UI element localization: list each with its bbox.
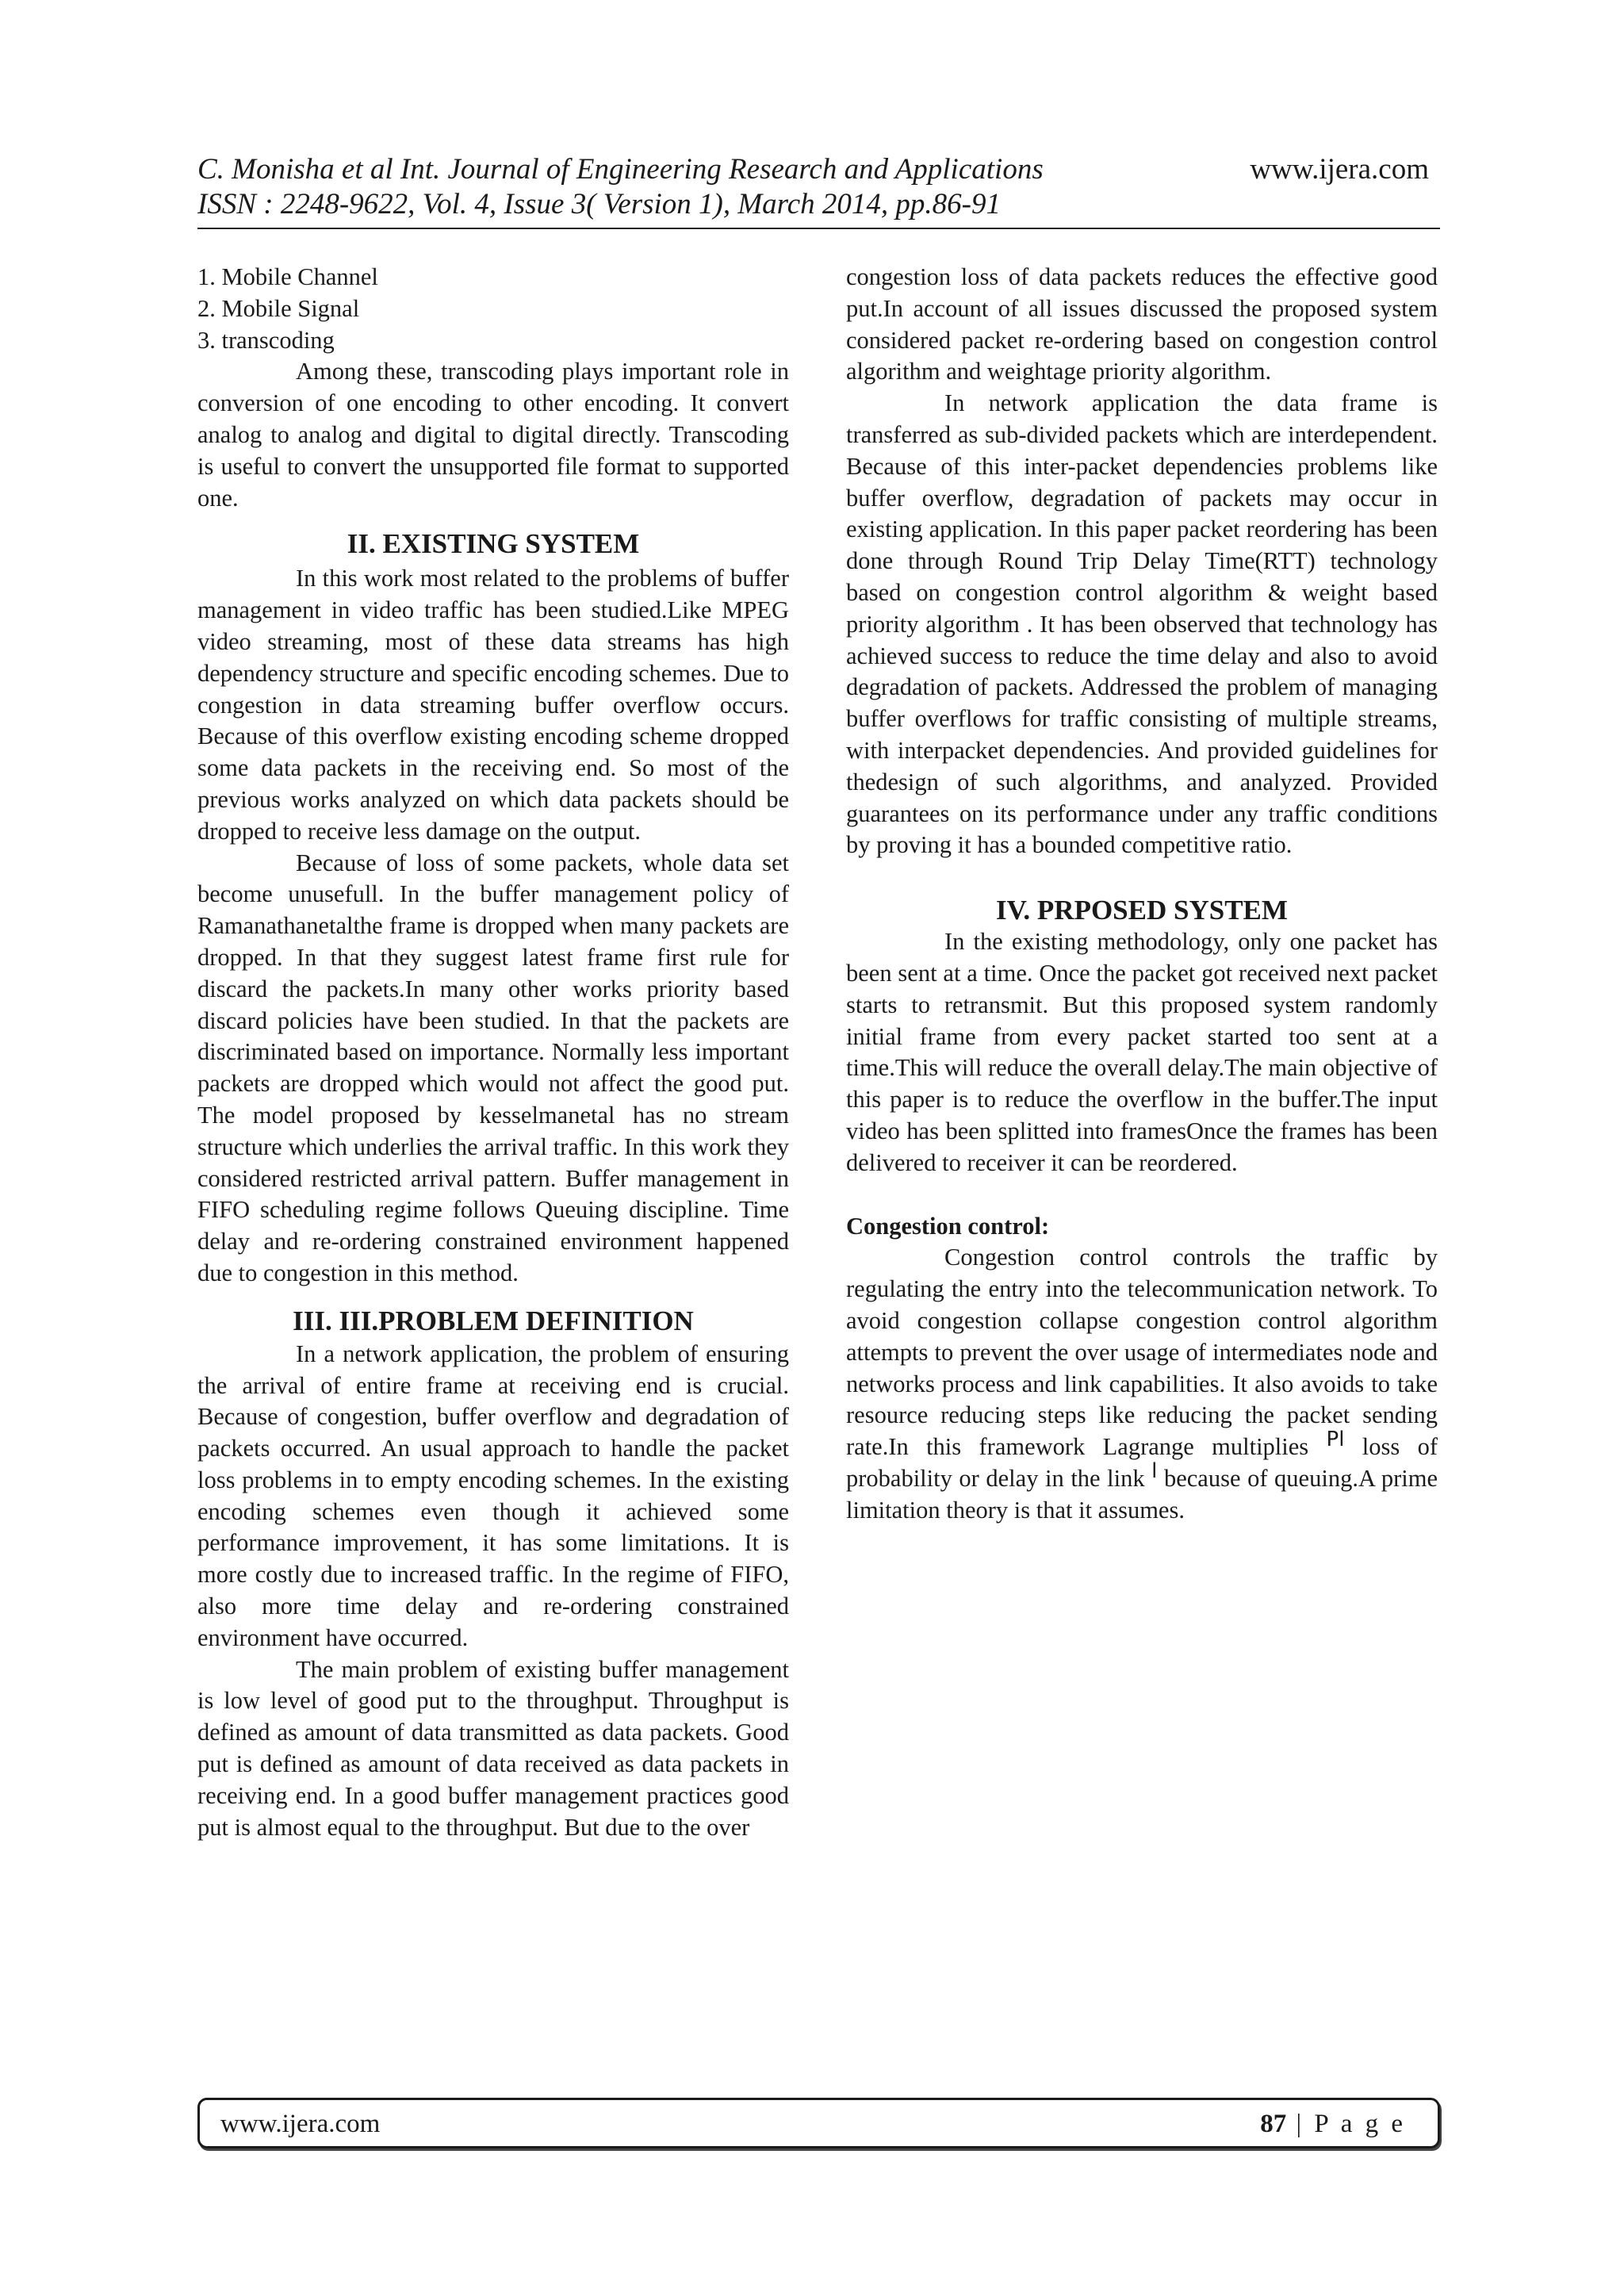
heading-existing-system: II. EXISTING SYSTEM [347,528,640,560]
heading-congestion-control: Congestion control: [846,1212,1050,1240]
footer-url: www.ijera.com [220,2110,381,2138]
symbol-l: l [1151,1458,1158,1483]
page-number [1260,2108,1406,2140]
page-label: | P a g e [1286,2110,1406,2138]
existing-paragraph-1: In this work most related to the problems of buffer management in video traffic has been studied.Like MPEG video streaming, most of these data streams has high dependency structure and specific encoding schemes. Due to congestion in data streaming buffer overflow occurs. Because of this overflow existing encoding scheme dropped some data packets in the receiving end. So most of the previous works analyzed on which data packets should be dropped to receive less damage on the output. [197,565,789,845]
heading-proposed-system: IV. PRPOSED SYSTEM [996,895,1288,926]
page-number-value: 87 [1260,2110,1287,2138]
header-journal-citation: C. Monisha et al Int. Journal of Engineering Research and Applications [197,153,1044,186]
running-header [197,152,1440,222]
header-divider [197,228,1440,229]
left-column [197,262,789,1843]
list-item: 1. Mobile Channel [197,263,378,290]
congestion-text-c: because of queuing.A prime limitation theory is that it assumes. [846,1464,1438,1524]
proposed-paragraph: In the existing methodology, only one packet has been sent at a time. Once the packet got received next packet starts to retransmit. But this proposed system randomly initial frame from every packet started too sent at a time.This will reduce the overall delay.The main objective of this paper is to reduce the overflow in the buffer.The input video has been splitted into framesOnce the frames has been delivered to receiver it can be reordered. [846,928,1438,1176]
header-url: www.ijera.com [1250,153,1429,186]
right-column [846,262,1438,1526]
congestion-text-b: loss of probability or delay in the link [846,1433,1438,1492]
problem-paragraph-1: In a network application, the problem of ensuring the arrival of entire frame at receiving end is crucial. Because of congestion, buffer overflow and degradation of packets occurred. An usual approach to handle the packet loss problems in to empty encoding schemes. In the existing encoding schemes even though it achieved some performance improvement, it has some limitations. It is more costly due to increased traffic. In the regime of FIFO, also more time delay and re-ordering constrained environment have occurred. [197,1340,789,1651]
existing-paragraph-2: Because of loss of some packets, whole data set become unusefull. In the buffer management policy of Ramanathanetalthe frame is dropped when many packets are dropped. In that they suggest latest frame first rule for discard the packets.In many other works priority based discard policies have been studied. In that the packets are discriminated based on importance. Normally less important packets are dropped which would not affect the good put. The model proposed by kesselmanetal has no stream structure which underlies the arrival traffic. In this work they considered restricted arrival pattern. Buffer management in FIFO scheduling regime follows Queuing discipline. Time delay and re-ordering constrained environment happened due to congestion in this method. [197,849,789,1286]
intro-paragraph: Among these, transcoding plays important role in conversion of one encoding to other encoding. It convert analog to analog and digital to digital directly. Transcoding is useful to convert the unsupported file format to supported one. [197,358,789,512]
list-item: 3. transcoding [197,326,335,354]
problem-paragraph-2: The main problem of existing buffer management is low level of good put to the throughput. Throughput is defined as amount of data transmitted as data packets. Good put is defined as amount of data received as data packets in receiving end. In a good buffer management practices good put is almost equal to the throughput. But due to the over [197,1655,789,1841]
heading-problem-definition: III. III.PROBLEM DEFINITION [293,1305,694,1336]
page-footer [197,2098,1440,2148]
continued-paragraph: congestion loss of data packets reduces the effective good put.In account of all issues discussed the proposed system considered packet re-ordering based on congestion control algorithm and weightage priority algorithm. [846,263,1438,385]
network-paragraph: In network application the data frame is transferred as sub-divided packets which are interdependent. Because of this inter-packet dependencies problems like buffer overflow, degradation of packets may occur in existing application. In this paper packet reordering has been done through Round Trip Delay Time(RTT) technology based on congestion control algorithm & weight based priority algorithm . It has been observed that technology has achieved success to reduce the time delay and also to avoid degradation of packets. Addressed the problem of managing buffer overflows for traffic consisting of multiple streams, with interpacket dependencies. And provided guidelines for thedesign of such algorithms, and analyzed. Provided guarantees on its performance under any traffic conditions by proving it has a bounded competitive ratio. [846,389,1438,859]
congestion-paragraph [846,1242,1438,1526]
header-issn: ISSN : 2248-9622, Vol. 4, Issue 3( Version 1), March 2014, pp.86-91 [197,188,1001,220]
symbol-l: l [1339,1427,1345,1451]
congestion-text-a: Congestion control controls the traffic by regulating the entry into the telecommunication network. To avoid congestion collapse congestion control algorithm attempts to prevent the over usage of intermediates node and networks process and link capabilities. It also avoids to take resource reducing steps like reducing the packet sending rate.In this framework Lagrange multiplies [846,1244,1438,1461]
symbol-p: P [1326,1427,1339,1451]
list-item: 2. Mobile Signal [197,294,360,322]
